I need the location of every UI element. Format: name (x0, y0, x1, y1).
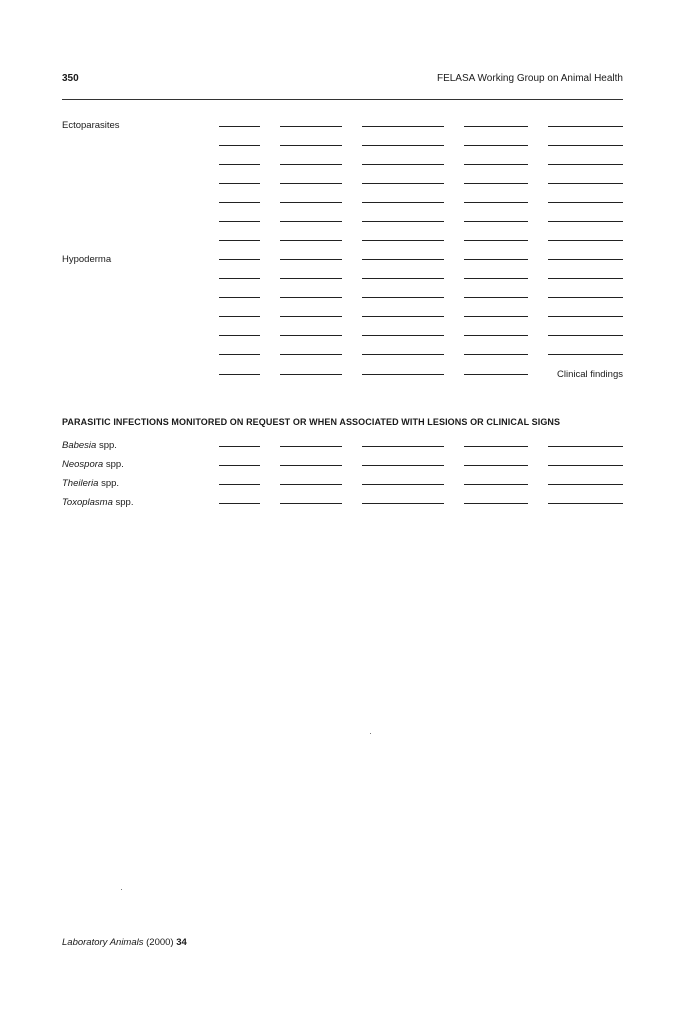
row-label-babesia (62, 440, 117, 452)
blank-line (280, 354, 342, 355)
blank-line (280, 202, 342, 203)
blank-line (280, 374, 342, 375)
blank-line (362, 354, 444, 355)
blank-line (219, 335, 260, 336)
blank-line (464, 240, 528, 241)
blank-line (219, 259, 260, 260)
blank-line (362, 374, 444, 375)
footer-journal: Laboratory Animals (62, 937, 144, 948)
blank-line (548, 278, 623, 279)
blank-line (280, 335, 342, 336)
blank-line (219, 183, 260, 184)
blank-line (280, 316, 342, 317)
blank-line (362, 297, 444, 298)
blank-line (219, 240, 260, 241)
blank-line (464, 221, 528, 222)
blank-line (219, 446, 260, 447)
blank-line (464, 503, 528, 504)
blank-line (548, 240, 623, 241)
blank-line (464, 297, 528, 298)
blank-line (219, 316, 260, 317)
clinical-findings-note: Clinical findings (556, 369, 623, 380)
blank-line (280, 465, 342, 466)
row-label-hypoderma: Hypoderma (62, 254, 112, 265)
blank-line (280, 278, 342, 279)
blank-line (464, 126, 528, 127)
blank-line (280, 446, 342, 447)
row-label-theileria (62, 478, 119, 490)
blank-line (219, 126, 260, 127)
species-suffix: spp. (98, 478, 120, 489)
blank-line (219, 164, 260, 165)
row-label-neospora (62, 459, 124, 471)
blank-line (548, 183, 623, 184)
blank-line (280, 145, 342, 146)
blank-line (464, 202, 528, 203)
blank-line (464, 446, 528, 447)
blank-line (464, 259, 528, 260)
blank-line (464, 278, 528, 279)
footer-citation (62, 937, 187, 948)
section-heading: PARASITIC INFECTIONS MONITORED ON REQUEST OR WHEN ASSOCIATED WITH LESIONS OR CLINICAL SIGNS (62, 417, 561, 427)
blank-line (219, 202, 260, 203)
blank-line (280, 297, 342, 298)
blank-line (219, 221, 260, 222)
blank-line (280, 126, 342, 127)
blank-line (362, 465, 444, 466)
speck (370, 733, 371, 734)
blank-line (464, 354, 528, 355)
row-label-toxoplasma (62, 497, 133, 509)
blank-line (280, 259, 342, 260)
genus-name: Theileria (62, 478, 99, 489)
blank-line (362, 335, 444, 336)
blank-line (464, 465, 528, 466)
blank-line (464, 183, 528, 184)
blank-line (219, 354, 260, 355)
blank-line (219, 145, 260, 146)
blank-line (362, 240, 444, 241)
blank-line (280, 503, 342, 504)
blank-line (548, 221, 623, 222)
blank-line (219, 484, 260, 485)
blank-line (464, 484, 528, 485)
speck (121, 889, 122, 890)
blank-line (548, 354, 623, 355)
blank-line (362, 484, 444, 485)
blank-line (362, 145, 444, 146)
blank-line (362, 164, 444, 165)
blank-line (219, 297, 260, 298)
genus-name: Toxoplasma (62, 497, 113, 508)
blank-line (362, 278, 444, 279)
row-label-ectoparasites: Ectoparasites (62, 120, 120, 131)
genus-name: Babesia (62, 440, 97, 451)
blank-line (219, 503, 260, 504)
blank-line (548, 335, 623, 336)
blank-line (548, 465, 623, 466)
genus-name: Neospora (62, 459, 104, 470)
running-head: FELASA Working Group on Animal Health (436, 73, 623, 84)
blank-line (548, 503, 623, 504)
blank-line (548, 145, 623, 146)
blank-line (362, 316, 444, 317)
blank-line (548, 259, 623, 260)
blank-line (464, 374, 528, 375)
blank-line (362, 221, 444, 222)
blank-line (362, 126, 444, 127)
page-number: 350 (62, 73, 79, 84)
blank-line (280, 240, 342, 241)
blank-line (548, 484, 623, 485)
footer-volume: 34 (176, 937, 187, 948)
blank-line (548, 202, 623, 203)
blank-line (362, 183, 444, 184)
blank-line (280, 164, 342, 165)
blank-line (280, 484, 342, 485)
blank-line (548, 297, 623, 298)
blank-line (548, 164, 623, 165)
header-rule (62, 99, 623, 100)
blank-line (219, 374, 260, 375)
blank-line (464, 145, 528, 146)
blank-line (362, 202, 444, 203)
blank-line (280, 221, 342, 222)
footer-year: (2000) (143, 937, 177, 948)
blank-line (219, 278, 260, 279)
blank-line (548, 126, 623, 127)
blank-line (219, 465, 260, 466)
blank-line (548, 446, 623, 447)
species-suffix: spp. (112, 497, 134, 508)
blank-line (464, 335, 528, 336)
blank-line (280, 183, 342, 184)
blank-line (362, 446, 444, 447)
blank-line (464, 164, 528, 165)
species-suffix: spp. (103, 459, 124, 470)
blank-line (362, 259, 444, 260)
blank-line (464, 316, 528, 317)
blank-line (362, 503, 444, 504)
blank-line (548, 316, 623, 317)
species-suffix: spp. (96, 440, 117, 451)
